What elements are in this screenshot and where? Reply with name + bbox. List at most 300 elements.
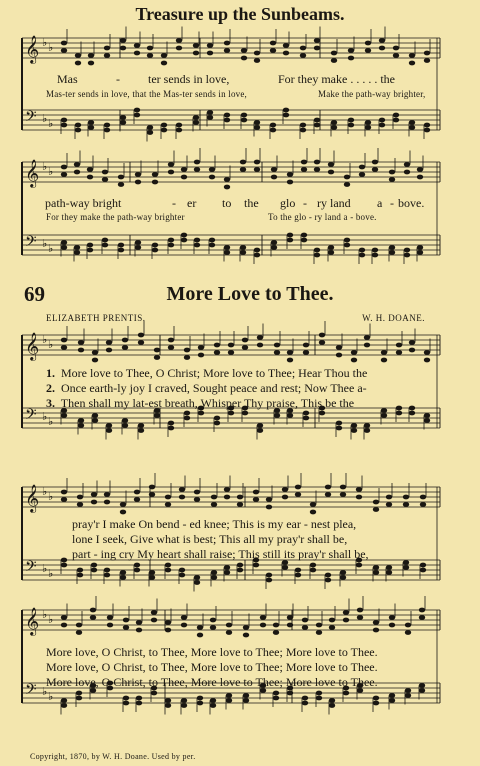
notehead (340, 575, 346, 580)
notehead (372, 253, 378, 258)
notehead (87, 248, 93, 253)
bass-clef: 𝄢 (25, 233, 37, 254)
notehead (240, 250, 246, 255)
notehead (396, 411, 402, 416)
notehead (161, 123, 167, 128)
notehead (136, 620, 142, 625)
notehead (319, 333, 325, 338)
notehead (107, 623, 113, 628)
notehead (134, 108, 140, 113)
notehead (120, 120, 126, 125)
notehead (197, 625, 203, 630)
notehead (325, 578, 331, 583)
notehead (328, 250, 334, 255)
notehead (165, 502, 171, 507)
notehead (211, 495, 217, 500)
lyric-syllable: path-way bright (45, 196, 122, 210)
notehead (302, 618, 308, 623)
notehead (424, 350, 430, 355)
notehead (74, 162, 80, 167)
notehead (237, 495, 243, 500)
notehead (120, 502, 126, 507)
notehead (184, 411, 190, 416)
notehead (340, 485, 346, 490)
flat-sign: ♭ (48, 415, 54, 428)
notehead (417, 167, 423, 172)
notehead (287, 615, 293, 620)
notehead (314, 123, 320, 128)
notehead (168, 162, 174, 167)
notehead (253, 490, 259, 495)
notehead (181, 167, 187, 172)
notehead (419, 683, 425, 688)
notehead (344, 175, 350, 180)
notehead (242, 411, 248, 416)
hymn-number: 69 (24, 282, 45, 306)
notehead (181, 175, 187, 180)
notehead (237, 568, 243, 573)
notehead (61, 497, 67, 502)
notehead (152, 180, 158, 185)
notehead (193, 115, 199, 120)
notehead (61, 345, 67, 350)
notehead (257, 335, 263, 340)
notehead (287, 350, 293, 355)
notehead (242, 338, 248, 343)
notehead (270, 48, 276, 53)
verse-line: lone I seek, Give what is best; This all my pray'r shall be, (72, 532, 348, 546)
bass-clef: 𝄢 (25, 681, 37, 702)
notehead (198, 411, 204, 416)
notehead (118, 243, 124, 248)
notehead (134, 563, 140, 568)
notehead (61, 615, 67, 620)
notehead (135, 245, 141, 250)
notehead (365, 41, 371, 46)
notehead (420, 568, 426, 573)
notehead (61, 558, 67, 563)
notehead (61, 172, 67, 177)
notehead (168, 170, 174, 175)
notehead (389, 693, 395, 698)
notehead (424, 418, 430, 423)
notehead (389, 170, 395, 175)
notehead (253, 497, 259, 502)
flat-sign: ♭ (42, 36, 48, 49)
flat-sign: ♭ (48, 338, 54, 351)
notehead (161, 53, 167, 58)
notehead (149, 575, 155, 580)
notehead (266, 497, 272, 502)
lyric-syllable: ter sends in love, (148, 72, 230, 86)
notehead (364, 423, 370, 428)
notehead (344, 243, 350, 248)
notehead (194, 243, 200, 248)
notehead (134, 51, 140, 56)
notehead (194, 238, 200, 243)
notehead (194, 497, 200, 502)
lyric-syllable: a (377, 196, 383, 210)
notehead (237, 502, 243, 507)
notehead (336, 426, 342, 431)
notehead (120, 570, 126, 575)
notehead (224, 177, 230, 182)
notehead (409, 406, 415, 411)
notehead (310, 563, 316, 568)
notehead (61, 490, 67, 495)
notehead (344, 238, 350, 243)
notehead (210, 625, 216, 630)
treble-clef: 𝄞 (25, 484, 40, 512)
notehead (161, 61, 167, 66)
notehead (372, 160, 378, 165)
notehead (424, 413, 430, 418)
notehead (154, 355, 160, 360)
refrain-line: More love, O Christ, to Thee, More love to Thee; More love to Thee. (46, 675, 378, 689)
notehead (271, 240, 277, 245)
notehead (224, 41, 230, 46)
author-credit: ELIZABETH PRENTIS. (46, 313, 146, 323)
notehead (61, 165, 67, 170)
notehead (254, 160, 260, 165)
notehead (271, 245, 277, 250)
notehead (386, 570, 392, 575)
notehead (351, 428, 357, 433)
notehead (134, 497, 140, 502)
notehead (409, 120, 415, 125)
flat-sign: ♭ (42, 562, 48, 575)
notehead (134, 568, 140, 573)
notehead (303, 350, 309, 355)
notehead (300, 46, 306, 51)
notehead (91, 563, 97, 568)
notehead (381, 358, 387, 363)
refrain-line: More love, O Christ, to Thee, More love to Thee; More love to Thee. (46, 660, 378, 674)
notehead (266, 505, 272, 510)
notehead (106, 428, 112, 433)
notehead (331, 51, 337, 56)
notehead (194, 580, 200, 585)
notehead (393, 113, 399, 118)
lyric-syllable: - (390, 196, 394, 210)
notehead (314, 160, 320, 165)
notehead (295, 492, 301, 497)
notehead (136, 628, 142, 633)
notehead (287, 623, 293, 628)
notehead (228, 343, 234, 348)
notehead (194, 160, 200, 165)
notehead (193, 120, 199, 125)
notehead (379, 38, 385, 43)
notehead (179, 573, 185, 578)
notehead (302, 696, 308, 701)
notehead (356, 563, 362, 568)
notehead (224, 250, 230, 255)
notehead (104, 128, 110, 133)
notehead (74, 170, 80, 175)
flat-sign: ♭ (48, 41, 54, 54)
notehead (254, 120, 260, 125)
notehead (165, 628, 171, 633)
notehead (118, 175, 124, 180)
notehead (336, 353, 342, 358)
lyric-syllable: bove. (398, 196, 425, 210)
notehead (123, 696, 129, 701)
notehead (243, 625, 249, 630)
notehead (88, 120, 94, 125)
notehead (75, 61, 81, 66)
notehead (61, 245, 67, 250)
notehead (242, 345, 248, 350)
notehead (168, 345, 174, 350)
notehead (314, 118, 320, 123)
notehead (314, 167, 320, 172)
notehead (151, 610, 157, 615)
notehead (254, 167, 260, 172)
notehead (386, 495, 392, 500)
notehead (106, 348, 112, 353)
notehead (120, 575, 126, 580)
notehead (357, 615, 363, 620)
notehead (359, 172, 365, 177)
notehead (147, 53, 153, 58)
notehead (224, 118, 230, 123)
notehead (424, 358, 430, 363)
notehead (274, 413, 280, 418)
lyric-syllable: the (244, 196, 259, 210)
notehead (152, 243, 158, 248)
notehead (357, 608, 363, 613)
notehead (424, 51, 430, 56)
notehead (197, 633, 203, 638)
notehead (344, 182, 350, 187)
notehead (165, 698, 171, 703)
notehead (364, 335, 370, 340)
flat-sign: ♭ (42, 410, 48, 423)
notehead (76, 630, 82, 635)
notehead (301, 233, 307, 238)
notehead (149, 570, 155, 575)
notehead (373, 565, 379, 570)
notehead (209, 175, 215, 180)
notehead (135, 172, 141, 177)
notehead (75, 123, 81, 128)
notehead (193, 51, 199, 56)
notehead (90, 608, 96, 613)
lyric-small-line: Make the path-way brighter, (318, 89, 426, 99)
notehead (424, 123, 430, 128)
notehead (396, 343, 402, 348)
notehead (211, 570, 217, 575)
notehead (138, 340, 144, 345)
notehead (271, 167, 277, 172)
notehead (61, 703, 67, 708)
notehead (179, 495, 185, 500)
notehead (325, 573, 331, 578)
notehead (316, 696, 322, 701)
lyric-small-line: To the glo - ry land a - bove. (268, 212, 377, 222)
notehead (120, 46, 126, 51)
notehead (386, 565, 392, 570)
notehead (138, 428, 144, 433)
notehead (372, 248, 378, 253)
notehead (331, 120, 337, 125)
notehead (373, 701, 379, 706)
notehead (409, 411, 415, 416)
notehead (76, 691, 82, 696)
notehead (301, 167, 307, 172)
notehead (78, 423, 84, 428)
notehead (154, 413, 160, 418)
verse-line: 3. Then shall my lat-est breath, Whisper Thy praise, This be the (46, 396, 355, 410)
notehead (77, 568, 83, 573)
notehead (197, 701, 203, 706)
notehead (282, 565, 288, 570)
notehead (364, 343, 370, 348)
notehead (76, 696, 82, 701)
notehead (273, 623, 279, 628)
notehead (348, 123, 354, 128)
notehead (161, 128, 167, 133)
notehead (283, 108, 289, 113)
notehead (104, 500, 110, 505)
notehead (405, 630, 411, 635)
notehead (151, 618, 157, 623)
notehead (409, 348, 415, 353)
notehead (184, 348, 190, 353)
notehead (393, 53, 399, 58)
notehead (214, 343, 220, 348)
notehead (168, 238, 174, 243)
notehead (226, 693, 232, 698)
notehead (348, 118, 354, 123)
notehead (328, 162, 334, 167)
notehead (393, 46, 399, 51)
notehead (90, 615, 96, 620)
notehead (373, 507, 379, 512)
lyric-syllable: - (116, 72, 120, 86)
bass-clef: 𝄢 (25, 558, 37, 579)
notehead (91, 492, 97, 497)
notehead (91, 500, 97, 505)
notehead (316, 623, 322, 628)
notehead (87, 243, 93, 248)
notehead (151, 691, 157, 696)
notehead (91, 568, 97, 573)
notehead (419, 608, 425, 613)
notehead (92, 358, 98, 363)
notehead (343, 691, 349, 696)
notehead (176, 123, 182, 128)
notehead (134, 113, 140, 118)
notehead (274, 343, 280, 348)
notehead (419, 615, 425, 620)
notehead (356, 487, 362, 492)
verse-line: part - ing cry My heart shall raise; This still its pray'r shall be, (72, 547, 369, 561)
treble-clef: 𝄞 (25, 607, 40, 635)
notehead (351, 423, 357, 428)
notehead (331, 125, 337, 130)
notehead (198, 345, 204, 350)
notehead (78, 340, 84, 345)
notehead (328, 170, 334, 175)
notehead (181, 238, 187, 243)
notehead (417, 245, 423, 250)
notehead (254, 253, 260, 258)
notehead (88, 61, 94, 66)
notehead (381, 350, 387, 355)
notehead (365, 48, 371, 53)
notehead (295, 573, 301, 578)
notehead (405, 693, 411, 698)
notehead (207, 43, 213, 48)
notehead (61, 413, 67, 418)
notehead (329, 618, 335, 623)
notehead (224, 185, 230, 190)
notehead (147, 125, 153, 130)
notehead (389, 250, 395, 255)
notehead (224, 495, 230, 500)
notehead (295, 568, 301, 573)
notehead (343, 610, 349, 615)
notehead (88, 125, 94, 130)
notehead (207, 51, 213, 56)
notehead (226, 698, 232, 703)
notehead (359, 253, 365, 258)
notehead (228, 411, 234, 416)
notehead (224, 565, 230, 570)
notehead (214, 416, 220, 421)
notehead (300, 123, 306, 128)
notehead (210, 698, 216, 703)
notehead (122, 423, 128, 428)
notehead (209, 243, 215, 248)
notehead (104, 573, 110, 578)
notehead (61, 123, 67, 128)
notehead (273, 696, 279, 701)
notehead (61, 240, 67, 245)
notehead (102, 170, 108, 175)
notehead (102, 238, 108, 243)
bass-clef: 𝄢 (25, 108, 37, 129)
notehead (184, 416, 190, 421)
notehead (209, 167, 215, 172)
lyric-syllable: er (187, 196, 197, 210)
notehead (224, 113, 230, 118)
notehead (210, 703, 216, 708)
flat-sign: ♭ (48, 690, 54, 703)
notehead (310, 568, 316, 573)
notehead (283, 43, 289, 48)
notehead (147, 46, 153, 51)
notehead (92, 350, 98, 355)
notehead (211, 502, 217, 507)
lyric-syllable: - (172, 196, 176, 210)
notehead (61, 623, 67, 628)
notehead (302, 701, 308, 706)
notehead (379, 118, 385, 123)
notehead (282, 487, 288, 492)
notehead (224, 570, 230, 575)
notehead (194, 490, 200, 495)
hymn-title: More Love to Thee. (166, 283, 334, 305)
notehead (404, 170, 410, 175)
notehead (106, 423, 112, 428)
notehead (226, 623, 232, 628)
notehead (300, 53, 306, 58)
notehead (147, 130, 153, 135)
notehead (373, 628, 379, 633)
